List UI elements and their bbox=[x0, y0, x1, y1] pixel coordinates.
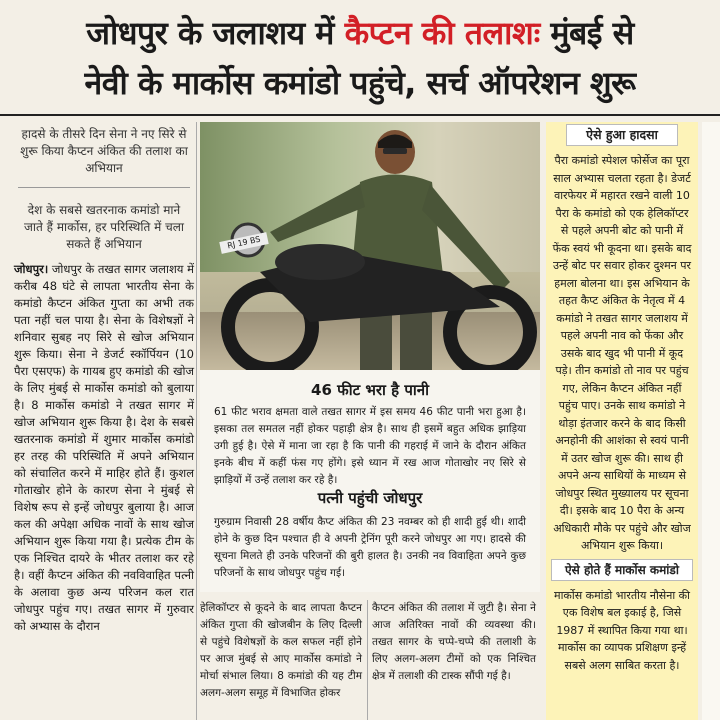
headline-line-2: नेवी के मार्कोस कमांडो पहुंचे, सर्च ऑपरेशन शुरू bbox=[84, 64, 636, 102]
right-sidebar bbox=[546, 122, 698, 720]
headline-part-black: जोधपुर के जलाशय में bbox=[86, 14, 334, 52]
water-paragraph: 61 फीट भराव क्षमता वाले तखत सागर में इस समय 46 फीट पानी भरा हुआ है। इसका तल समतल नहीं होकर पहाड़ी क्षेत्र है। साथ ही इसमें बहुत अधिक झाड़िया उगी हुई है। ऐसे में माना जा रहा है कि पानी की गहराई में जाने के दौरान अंकित इनके बीच में कहीं फंस गए होंगे। इसे ध्यान में रख आज गोताखोर नए सिरे से झाड़ियों में उन्हें तलाश कर रहे है। bbox=[214, 406, 526, 486]
subhead-wife-text: पत्नी पहुंची जोधपुर bbox=[317, 489, 423, 507]
subhead-water bbox=[200, 380, 540, 400]
bottom-column-2: कैप्टन अंकित की तलाश में जुटी है। सेना ने आज अतिरिक्त नावों की व्यवस्था की। तखत सागर के चप्पे-चप्पे की तलाशी के लिए अलग-अलग टीमों को एक निश्चित क्षेत्र में तलाशी की टास्क सौंपी गई है। bbox=[372, 602, 536, 682]
headline-part-black-2: मुंबई से bbox=[550, 14, 634, 52]
article-body bbox=[14, 261, 194, 635]
headline-part-red: कैप्टन की तलाशः bbox=[344, 14, 540, 52]
bottom-column-1: हेलिकॉप्टर से कूदने के बाद लापता कैप्टन अंकित गुप्ता की खोजबीन के लिए दिल्ली से पहुंचे विशेषज्ञों के कल सफल नहीं होने पर आज मुंबई से आए मार्कोस कमांडो ने मोर्चा संभाल लिया। 8 कमांडो की यह टीम अलग-अलग समूह में विभाजित होकर bbox=[200, 602, 362, 699]
tag-incident: ऐसे हुआ हादसा bbox=[566, 124, 678, 146]
deck-1: हादसे के तीसरे दिन सेना ने नए सिरे से शुरू किया कैप्टन अंकित की तलाश का अभियान bbox=[20, 127, 188, 175]
headline bbox=[0, 0, 720, 112]
headline-rule bbox=[0, 114, 720, 116]
incident-text: पैरा कमांडो स्पेशल फोर्सेज का पूरा साल अभ्यास चलता रहता है। डेजर्ट वारफेयर में महारत रखने वाली 10 पैरा के कमांडो को एक हेलिकॉप्टर से पहले अपनी बोट को पानी में फेंक स्वयं भी कूदना था। इसके बाद उन्हें बोट पर सवार होकर दुश्मन पर हमला बोलना था। इस अभियान के तहत कैप्ट अंकित के नेतृत्व में 4 कमांडो ने तखत सागर जलाशय में पहले अपनी नाव को फेंका और उसके बाद खुद भी पानी में कूद पड़े। तीन कमांडो तो नाव पर पहुंच गए, लेकिन कैप्टन अंकित नहीं पहुंच पाए। उनके साथ कमांडो ने थोड़ा इंतजार करने के बाद किसी अनहोनी की आशंका से स्वयं पानी में उतर खोज शुरू की। साथ ही अपने अन्य साथियों के माध्यम से जोधपुर स्थित मुख्यालय पर सूचना दी। इसके बाद 10 पैरा के अन्य अधिकारी मौके पर पहुंचे और खोज अभियान शुरू किया। bbox=[552, 154, 692, 552]
left-column bbox=[14, 122, 194, 720]
page-edge bbox=[702, 122, 720, 720]
article-body-text: जोधपुर के तखत सागर जलाशय में करीब 48 घंटे से लापता भारतीय सेना के कमांडो कैप्टन अंकित गुप्ता का अभी तक पता नहीं चल पाया है। सेना के विशेषज्ञों ने शनिवार सुबह नए सिरे से खोज अभियान शुरू किया। सेना ने डेजर्ट स्कॉर्पियन (10 पैरा एसएफ) के गायब हुए कमांडो की खोज के लिए मुंबई से मार्कोस कमांडो को बुलाया है। 8 मार्कोस कमांडो ने तखत सागर में खोज अभियान शुरू किया है। देश के सबसे खतरनाक कमांडो में शुमार मार्कोस कमांडो हर तरह की परिस्थिति में अपने अभियान को संचालित करने में माहिर होते हैं। कुशल गोताखोर होने के कारण सेना ने मुंबई से विशेष रूप से इन्हें जोधपुर बुलाया है। आज कल की अपेक्षा अधिक नावों के साथ खोज अभियान शुरू किया गया है। प्रत्येक टीम के एक निश्चित दायरे के भीतर तलाश कर रहे है। वहीं कैप्टन अंकित की नवविवाहित पत्नी के अलावा कुछ अन्य परिजन कल रात जोधपुर पहुंच गए। तखत सागर में गुरुवार को अभ्यास के दौरान bbox=[14, 262, 194, 633]
tag-marcos: ऐसे होते हैं मार्कोस कमांडो bbox=[551, 559, 693, 581]
subhead-water-text: 46 फीट भरा है पानी bbox=[311, 381, 429, 399]
divider bbox=[18, 187, 190, 188]
deck-2: देश के सबसे खतरनाक कमांडो माने जाते हैं मार्कोस, हर परिस्थिति में चला सकते हैं अभियान bbox=[24, 203, 184, 251]
marcos-text: मार्कोस कमांडो भारतीय नौसेना की एक विशेष बल इकाई है, जिसे 1987 में स्थापित किया गया था। मार्कोस का व्यापक प्रशिक्षण इन्हें सबसे अलग साबित करता है। bbox=[554, 588, 690, 672]
column-rule bbox=[196, 122, 197, 720]
article-photo bbox=[200, 122, 540, 370]
sidebar-box bbox=[200, 370, 540, 592]
wife-paragraph: गुरुग्राम निवासी 28 वर्षीय कैप्ट अंकित की 23 नवम्बर को ही शादी हुई थी। शादी होने के कुछ दिन पश्चात ही वे अपनी ट्रेनिंग पूरी करने जोधपुर आ गए। हादसे की सूचना मिलते ही उनके परिजनों की बुरी हालत है। उनकी नव विवाहिता अपने कुछ परिजनों के साथ जोधपुर पहुंच गई। bbox=[214, 516, 526, 579]
bottom-column-rule bbox=[367, 600, 368, 720]
headline-line-1 bbox=[0, 8, 720, 58]
subhead-wife bbox=[200, 488, 540, 508]
number-plate: RJ 19 BS bbox=[219, 232, 268, 254]
bottom-columns bbox=[200, 600, 540, 720]
dateline: जोधपुर। bbox=[14, 262, 49, 276]
